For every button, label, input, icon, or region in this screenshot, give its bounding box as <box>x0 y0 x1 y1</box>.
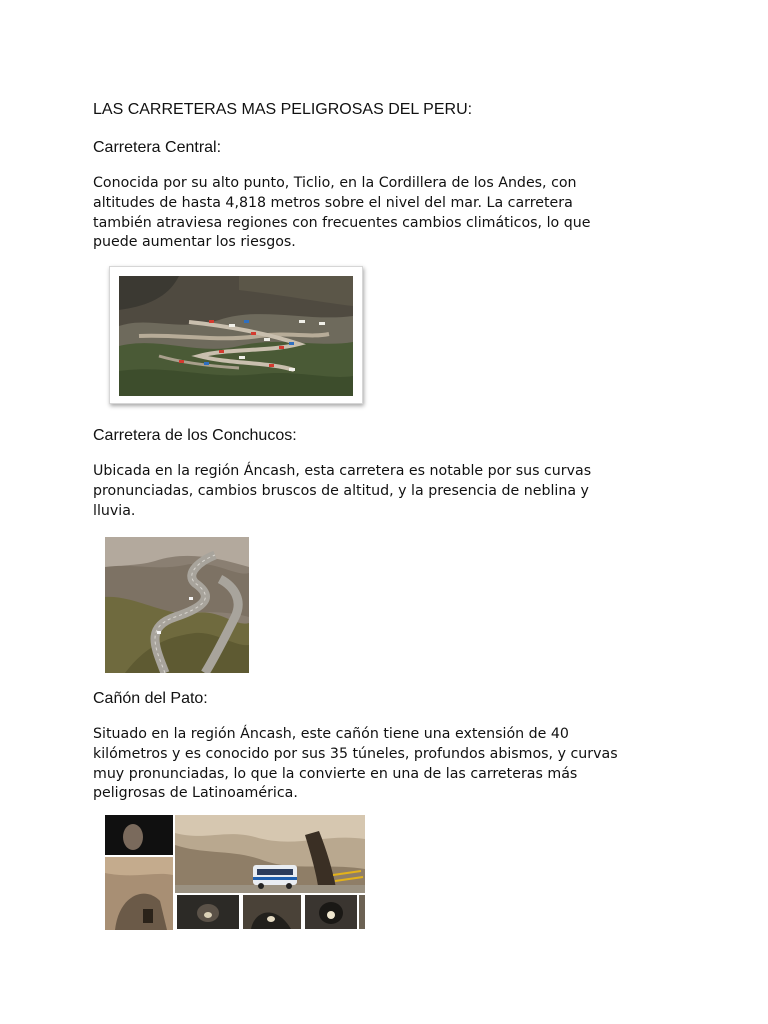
paragraph-line: Situado en la región Áncash, este cañón tiene una extensión de 40 <box>93 726 569 742</box>
paragraph-line: Conocida por su alto punto, Ticlio, en la Cordillera de los Andes, con <box>93 175 577 191</box>
section-heading-carretera-central: Carretera Central: <box>93 139 222 156</box>
photo-carretera-central <box>109 266 363 404</box>
section-paragraph-carretera-central <box>93 174 683 253</box>
paragraph-line: también atraviesa regiones con frecuentes cambios climáticos, lo que <box>93 214 591 231</box>
paragraph-line: kilómetros y es conocido por sus 35 túneles, profundos abismos, y curvas <box>93 745 618 762</box>
document-title: LAS CARRETERAS MAS PELIGROSAS DEL PERU: <box>93 101 473 118</box>
section-heading-canon-del-pato: Cañón del Pato: <box>93 690 208 707</box>
paragraph-line: Ubicada en la región Áncash, esta carretera es notable por sus curvas <box>93 463 592 479</box>
paragraph-line: muy pronunciadas, lo que la convierte en una de las carreteras más <box>93 765 578 782</box>
section-paragraph-canon-del-pato <box>93 725 683 804</box>
photo-carretera-conchucos <box>105 537 249 673</box>
section-heading-carretera-conchucos: Carretera de los Conchucos: <box>93 427 297 444</box>
paragraph-line: pronunciadas, cambios bruscos de altitud, y la presencia de neblina y <box>93 482 589 499</box>
section-paragraph-carretera-conchucos <box>93 462 683 521</box>
paragraph-line: puede aumentar los riesgos. <box>93 234 296 251</box>
photo-collage-canon-del-pato <box>105 815 365 930</box>
paragraph-line: peligrosas de Latinoamérica. <box>93 785 298 802</box>
paragraph-line: altitudes de hasta 4,818 metros sobre el nivel del mar. La carretera <box>93 194 573 211</box>
paragraph-line: lluvia. <box>93 502 136 519</box>
